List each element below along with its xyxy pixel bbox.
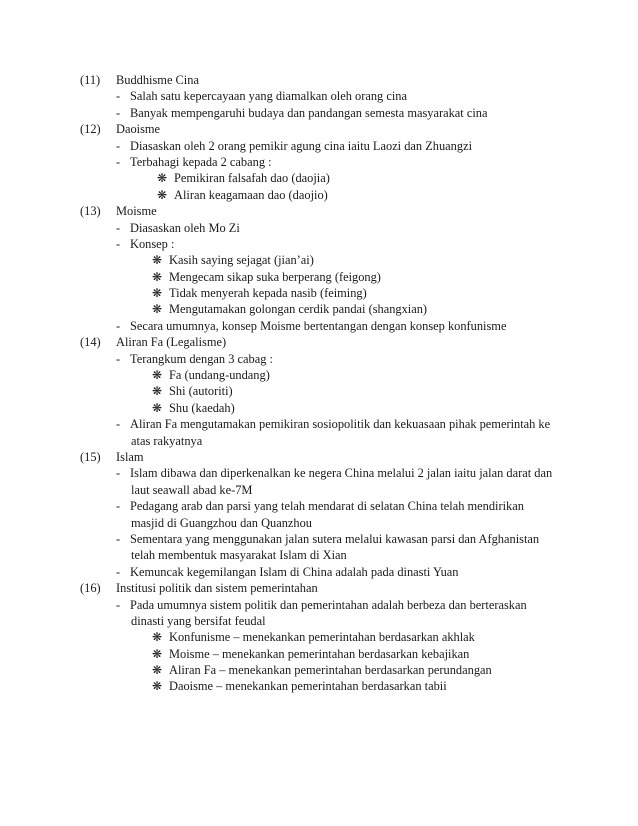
dash-marker: - (116, 564, 121, 579)
dash-marker: - (116, 236, 121, 251)
sub-bullet-text: Tidak menyerah kepada nasib (feiming) (169, 286, 367, 301)
bullet-text: atas rakyatnya (131, 433, 203, 448)
section-title: Aliran Fa (Legalisme) (116, 335, 227, 350)
sub-bullet-text: Aliran Fa – menekankan pemerintahan berdasarkan perundangan (169, 663, 492, 678)
bullet-text: Salah satu kepercayaan yang diamalkan oleh orang cina (130, 89, 407, 104)
asterisk-bullet-icon: ❋ (152, 400, 163, 415)
asterisk-bullet-icon: ❋ (152, 679, 163, 694)
sub-bullet-item (80, 646, 570, 662)
sub-bullet-text: Fa (undang-undang) (169, 368, 270, 383)
dash-marker: - (116, 89, 121, 104)
bullet-text: Banyak mempengaruhi budaya dan pandangan semesta masyarakat cina (130, 105, 488, 120)
bullet-text: Sementara yang menggunakan jalan sutera melalui kawasan parsi dan Afghanistan (130, 531, 540, 546)
sub-bullet-text: Shu (kaedah) (169, 400, 235, 415)
bullet-text: laut seawall abad ke-7M (131, 482, 253, 497)
section-title: Islam (116, 449, 144, 464)
bullet-text: Diasaskan oleh 2 orang pemikir agung cina iaitu Laozi dan Zhuangzi (130, 138, 473, 153)
bullet-text: dinasti yang bersifat feudal (131, 613, 266, 628)
sub-bullet-text: Mengutamakan golongan cerdik pandai (shangxian) (169, 302, 428, 317)
sub-bullet-item (80, 400, 570, 416)
sub-bullet-item (80, 629, 570, 645)
section-number: (15) (80, 449, 101, 464)
dash-marker: - (116, 531, 121, 546)
asterisk-bullet-icon: ❋ (152, 384, 163, 399)
asterisk-bullet-icon: ❋ (152, 286, 163, 301)
bullet-text: Aliran Fa mengutamakan pemikiran sosiopolitik dan kekuasaan pihak pemerintah ke (130, 417, 551, 432)
dash-marker: - (116, 597, 121, 612)
section-title: Moisme (116, 204, 157, 219)
bullet-item (80, 498, 570, 514)
sub-bullet-text: Moisme – menekankan pemerintahan berdasarkan kebajikan (169, 646, 470, 661)
section-title: Institusi politik dan sistem pemerintahan (116, 581, 318, 596)
sub-bullet-item (80, 170, 570, 186)
asterisk-bullet-icon: ❋ (152, 269, 163, 284)
bullet-item (80, 138, 570, 154)
section-heading (80, 449, 570, 465)
bullet-continuation (80, 482, 570, 498)
bullet-item (80, 318, 570, 334)
asterisk-bullet-icon: ❋ (152, 646, 163, 661)
bullet-text: Terbahagi kepada 2 cabang : (130, 154, 272, 169)
asterisk-bullet-icon: ❋ (152, 630, 163, 645)
outline-content (80, 72, 570, 695)
section-title: Daoisme (116, 122, 161, 137)
dash-marker: - (116, 154, 121, 169)
bullet-continuation (80, 613, 570, 629)
bullet-item (80, 564, 570, 580)
dash-marker: - (116, 138, 121, 153)
sub-bullet-text: Mengecam sikap suka berperang (feigong) (169, 269, 381, 284)
bullet-item (80, 597, 570, 613)
section-number: (14) (80, 335, 101, 350)
sub-bullet-text: Kasih saying sejagat (jian’ai) (169, 253, 314, 268)
bullet-item (80, 105, 570, 121)
section-number: (12) (80, 122, 101, 137)
section-heading (80, 334, 570, 350)
bullet-text: telah membentuk masyarakat Islam di Xian (131, 548, 347, 563)
bullet-text: Konsep : (130, 236, 175, 251)
section-heading (80, 72, 570, 88)
sub-bullet-item (80, 301, 570, 317)
bullet-item (80, 220, 570, 236)
bullet-item (80, 465, 570, 481)
sub-bullet-item (80, 367, 570, 383)
bullet-continuation (80, 433, 570, 449)
bullet-text: Diasaskan oleh Mo Zi (130, 220, 240, 235)
dash-marker: - (116, 351, 121, 366)
bullet-item (80, 351, 570, 367)
sub-bullet-text: Pemikiran falsafah dao (daojia) (174, 171, 330, 186)
sub-bullet-text: Shi (autoriti) (169, 384, 233, 399)
bullet-item (80, 531, 570, 547)
dash-marker: - (116, 105, 121, 120)
sub-bullet-text: Aliran keagamaan dao (daojio) (174, 187, 328, 202)
bullet-item (80, 416, 570, 432)
asterisk-bullet-icon: ❋ (157, 171, 168, 186)
sub-bullet-item (80, 252, 570, 268)
section-title: Buddhisme Cina (116, 73, 199, 87)
asterisk-bullet-icon: ❋ (152, 663, 163, 678)
dash-marker: - (116, 417, 121, 432)
dash-marker: - (116, 499, 121, 514)
asterisk-bullet-icon: ❋ (152, 368, 163, 383)
sub-bullet-item (80, 383, 570, 399)
bullet-text: Islam dibawa dan diperkenalkan ke negera China melalui 2 jalan iaitu jalan darat dan (130, 466, 553, 481)
bullet-text: masjid di Guangzhou dan Quanzhou (131, 515, 313, 530)
bullet-item (80, 154, 570, 170)
bullet-continuation (80, 515, 570, 531)
bullet-item (80, 236, 570, 252)
bullet-text: Secara umumnya, konsep Moisme bertentangan dengan konsep konfunisme (130, 318, 507, 333)
asterisk-bullet-icon: ❋ (152, 253, 163, 268)
sub-bullet-item (80, 187, 570, 203)
sub-bullet-item (80, 678, 570, 694)
section-number: (11) (80, 73, 101, 87)
dash-marker: - (116, 318, 121, 333)
section-heading (80, 121, 570, 137)
sub-bullet-text: Daoisme – menekankan pemerintahan berdasarkan tabii (169, 679, 447, 694)
section-number: (13) (80, 204, 101, 219)
sub-bullet-item (80, 285, 570, 301)
bullet-text: Terangkum dengan 3 cabag : (130, 351, 273, 366)
sub-bullet-item (80, 269, 570, 285)
dash-marker: - (116, 466, 121, 481)
bullet-item (80, 88, 570, 104)
bullet-text: Kemuncak kegemilangan Islam di China adalah pada dinasti Yuan (130, 564, 459, 579)
sub-bullet-item (80, 662, 570, 678)
asterisk-bullet-icon: ❋ (157, 187, 168, 202)
section-heading (80, 203, 570, 219)
bullet-text: Pada umumnya sistem politik dan pemerintahan adalah berbeza dan berteraskan (130, 597, 527, 612)
sub-bullet-text: Konfunisme – menekankan pemerintahan berdasarkan akhlak (169, 630, 475, 645)
asterisk-bullet-icon: ❋ (152, 302, 163, 317)
bullet-continuation (80, 547, 570, 563)
section-heading (80, 580, 570, 596)
section-number: (16) (80, 581, 101, 596)
dash-marker: - (116, 220, 121, 235)
bullet-text: Pedagang arab dan parsi yang telah mendarat di selatan China telah mendirikan (130, 499, 524, 514)
